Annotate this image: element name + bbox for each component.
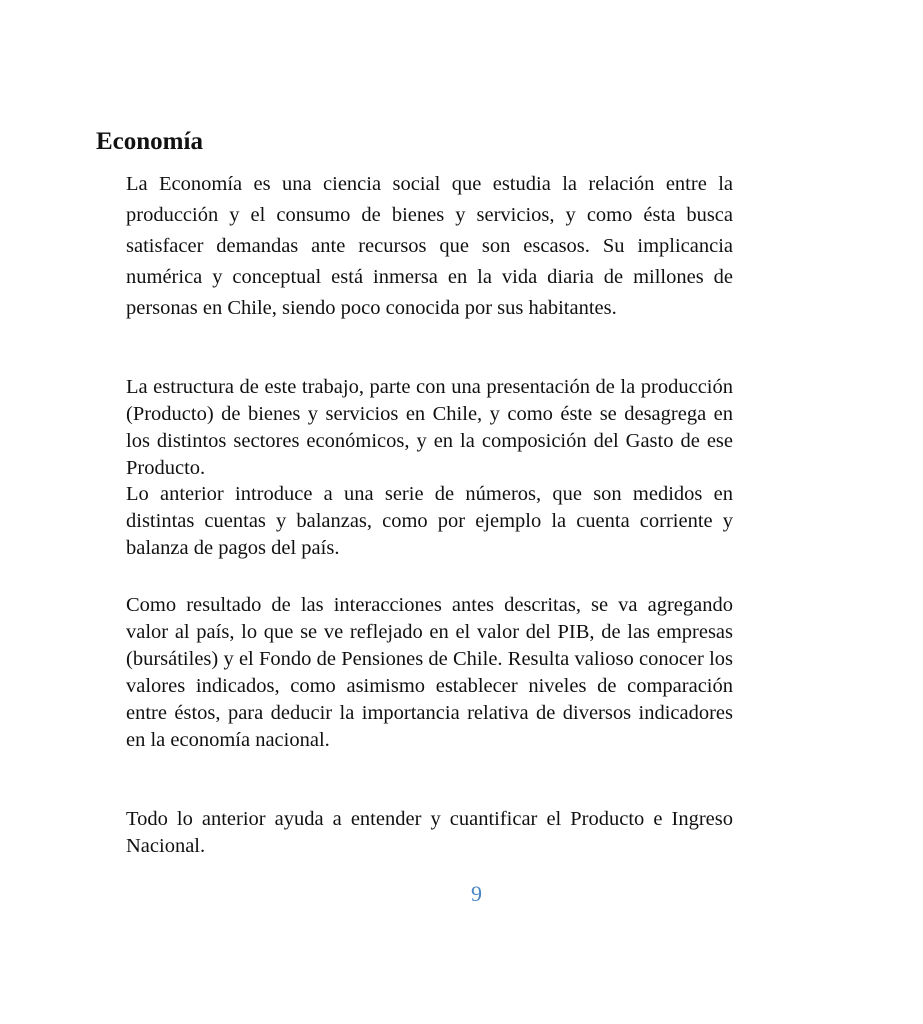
page-number: 9	[471, 881, 482, 906]
paragraph-numbers: Lo anterior introduce a una serie de números, que son medidos en distintas cuentas y balanzas, como por ejemplo la cuenta corriente y balanza de pagos del país.	[126, 483, 733, 559]
section-heading: Economía	[96, 128, 203, 155]
paragraph-structure: La estructura de este trabajo, parte con una presentación de la producción (Producto) de bienes y servicios en Chile, y como éste se desagrega en los distintos sectores económicos, y en la composición del Gasto de ese Producto.	[126, 376, 733, 479]
paragraph-results: Como resultado de las interacciones antes descritas, se va agregando valor al país, lo que se ve reflejado en el valor del PIB, de las empresas (bursátiles) y el Fondo de Pensiones de Chile. Resulta valioso conocer los valores indicados, como asimismo establecer niveles de comparación entre éstos, para deducir la importancia relativa de diversos indicadores en la economía nacional.	[126, 594, 733, 751]
paragraph-conclusion: Todo lo anterior ayuda a entender y cuantificar el Producto e Ingreso Nacional.	[126, 808, 733, 857]
paragraph-intro: La Economía es una ciencia social que estudia la relación entre la producción y el consumo de bienes y servicios, y como ésta busca satisfacer demandas ante recursos que son escasos. Su implicancia numérica y conceptual está inmersa en la vida diaria de millones de personas en Chile, siendo poco conocida por sus habitantes.	[126, 173, 733, 319]
